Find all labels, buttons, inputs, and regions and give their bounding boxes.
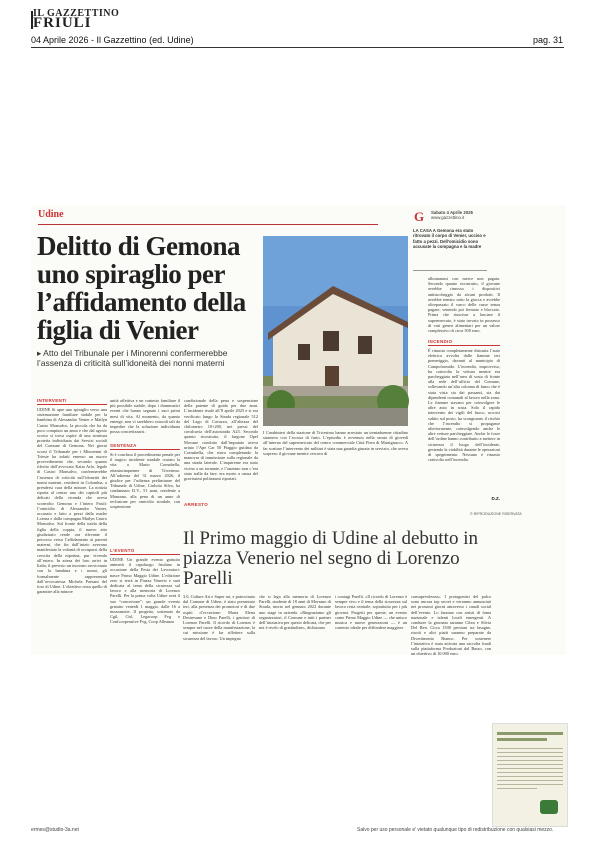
kicker-rule <box>428 345 500 346</box>
kicker-interventi: INTERVENTI <box>37 398 67 403</box>
thumb-title-line <box>497 732 563 735</box>
thumb-text-line <box>497 788 537 789</box>
column-1-text: UDINE Si apre uno spiraglio verso una sistemazione familiare stabile per la bambina di Alessandro Venier e Mailyn Castro Monsalvo, la piccola che ha da poco compiuto un anno e che dal agosto scorso si trova ospite di una struttura protetta individuata dai Servizi sociali del Comune di Gemona. Nei giorni scorsi il Tribunale per i Minorenni di Trieste ha infatti emesso un nuovo provvedimento che, secondo quanto riferito dall’avvocato Katia Arfo, legale di Castro Monsalvo, confermerebbe l’assenza di criticità sull’idoneità dei nonni materni, residenti in Colombia, a prendersi cura della minore. La notizia riporta al centro uno dei capitoli più delicati della vicenda che aveva sconvolto Gemona e l’intero Friuli: l’omicidio di Alessandro Venier, accusato e fatto a pezzi dalla madre Lorena e dalla compagna Mailyn Castro Monsalvo. Sul fronte della tutela della figlia della coppia, il nuovo atto giudiziario rende ora rilevante il percorso verso l’affidamento ai parenti materni, che fin dall’inizio avevano manifestato la volontà di occuparsi della crescita della nipotina, pur vivendo all’estero. In attesa dei loro arrivi in Italia, il previsto un incontro ravvicinato con la bambina e i nonni, gli formalmente rappresentati dall’avvocatessa Michela Paesani del foro di Udine. L’obiettivo resta quello di garantire alla minore <box>37 407 107 595</box>
masthead-logo-top: IL GAZZETTINO <box>33 8 120 19</box>
column-3-text: condizionale della pena e sospensione della patente di guida per due anni. L’incidente risale all’8 aprile 2025 e si era verificato lungo la Strada regionale 512 del Lago di Cavazzo, all’altezza del chilometro 18+200, nei pressi del cavalcavia dell’autostrada A23. Secondo quanto ricostruito, il furgone Opel Movano condotto dall’imputato aveva urtato l’Ape Car 50 Piaggio guidata da Cornabella, che stava completando la manovra di immissione sulla regionale da una strada laterale. L’inquirente era stato vicino a un tornante, e l’anziano non c’era stato tralla da fare: era morto a causa del gravissimi politraumi riportati. <box>184 398 258 482</box>
thumb-text-line <box>497 780 563 781</box>
interventi-block <box>37 398 107 642</box>
section-label: Udine <box>38 209 64 220</box>
column-5b-text: È rimasta completamente distrutta l’auto elettrica avvolta dalle fiamme ieri pomeriggio, davanti al municipio di Campoformido. L’incendio, improvviso, ha coinvolto la vettura mentre era parcheggiata nell’area di sosta di fronte alla sede dell’ufficio del Comune, sollevando un’alta colonna di fumo che è stata vista sia dai passanti, sia dai dipendenti comunali al lavoro nella zona. Le fiamme stavano per coinvolgere le altre auto in sosta. Solo il rapido intervento dei vigili del fuoco, accorsi subito sul posto, ha scongiurato il rischio che l’incendio si propagasse ulteriormente, coinvolgendo anche le altre vetture parcheggiate. Anche le forze dell’ordine hanno contribuito a mettere in sicurezza il luogo dell’incidente, gestendo la viabilità durante le operazioni di spegnimento. Nessuno è rimasto coinvolto nell’incendio. <box>428 348 500 463</box>
thumb-text-line <box>497 784 563 785</box>
headline: Delitto di Gemona uno spiraglio per l’affidamento della figlia di Venier <box>37 231 246 345</box>
masthead-site: www.gazzettino.it <box>431 215 465 220</box>
event-column-5-text: consapevolezza». I protagonisti del palco sono ancora top secret e verranno annunciati nei prossimi giorni attraverso i canali social dell’evento. Lo faranno con artisti di fama nazionale e talenti locali emergenti. A condurre la giornata saranno Cibra e Silvia Del Ben. Circa 1500 persioni tra lasagne, risotti e altri piatti saranno preparate da Divertimento Bianco. Per sostenere l’iniziativa è stata attivata una raccolta fondi sulla piattaforma Produzioni dal Basso, con un obiettivo di 10.000 euro. <box>411 594 491 657</box>
photo-caption: LA CASA A Gemona era stato ritrovato il corpo di Venier, ucciso e fatto a pezzi. Dell’omicidio sono accusate la compagna e la madre <box>413 228 486 249</box>
sidebox-rule <box>413 270 487 271</box>
thumb-text-line <box>497 752 563 753</box>
photo-caption-block <box>263 430 408 478</box>
gazzettino-g-logo: G <box>414 209 425 224</box>
column-5-text: allontanarsi con merce non pagata. Secondo quanto ricostruito, il giovane avrebbe rimosso i dispositivi antitaccheggio da alcuni prodotti. Il avrebbe tentato sotto la giacca e avrebbe oltrepassato il varco delle casse senza pagare, venendo poi fermato e bloccato. Prima che riuscisse a lasciare il supermercato, è stato trovato in possesso di vari generi alimentari per un valore complessivo di circa 300 euro. <box>428 276 500 334</box>
section-rule <box>38 224 378 225</box>
kicker-sentenza: SENTENZA <box>110 443 137 448</box>
thumbnail-green-badge-icon <box>540 800 558 814</box>
right-column <box>428 276 500 501</box>
byline: D.Z. <box>491 496 500 501</box>
kicker-arresto: ARRESTO <box>184 502 209 507</box>
article-photo-house <box>263 236 408 426</box>
event-column-3-text: che si lega alla memoria di Lorenzo Parelli, studente di 18 anni di Morsano di Strada, morto nel gennaio 2022 durante uno stage in azienda. «Ringraziamo gli organizzatori, il Comune e tutti i partner dell’iniziativa per questo delicata, che per noi è rivelo di gratitudine», dichiarano <box>259 594 331 631</box>
masthead-mini <box>431 210 473 220</box>
subhead <box>37 348 262 368</box>
column-4-text: I Carabinieri della stazione di Tricesimo hanno arrestato un trentaduenne cittadino straniero con l’accusa di furto. L’episodio è avvenuto nella serata di giovedì all’interno del supermercato del centro commerciale Città Fiera di Martignacco. A far scattare l’intervento dei militari è stata una guardia giurata in servizio, che aveva sorpreso il giovane mentre cercava di <box>263 430 408 456</box>
header-rule <box>31 47 564 48</box>
house-photo-illustration <box>263 236 408 426</box>
kicker-incendio: INCENDIO <box>428 339 453 344</box>
event-column-2-text: 3.0, Culture Art e Super art, e patrocinato dal Comune di Udine, è stato presentato ieri, alla presenza dei promotori e di due ospiti d’eccezione: Maria Elena Desiresano e Dino Parelli, i genitori di Lorenzo Parelli. Il ricordo di Lorenzo è sempre nel cuore della manifestazione, la cui missione è far riflettere sulla sicurezza del lavoro. Un impegno <box>183 594 255 641</box>
kicker-rule <box>110 554 180 555</box>
thumb-text-line <box>497 760 563 761</box>
column-2-text: unità affettiva e un contesto familiare il più possibile stabile, dopo i drammatici eventi che hanno segnato i suoi primi mesi di vita. Al momento, da quanto emerge, non vi sarebbero ostacoli tali da impedire che la soluzione individuata possa concretizzarsi. <box>110 398 180 435</box>
bullet-arrow-icon: ▸ <box>37 348 44 358</box>
column-3 <box>184 398 258 507</box>
column-2b-text: Si è concluso il procedimento penale per il tragico incidente stradale costato la vita a Mario Cornabella, ottantacinquenne di Tricesimo. All’udienza del 31 marzo 2026, il giudice per l’udienza preliminare del Tribunale di Udine, Carlotta Silva, ha condannato D.V., 51 anni, residente a Manzano, alla pena di un anno di reclusione per omicidio stradale, con sospensione <box>110 452 180 510</box>
masthead-date: Sabato 4 Aprile 2026 <box>431 210 473 215</box>
footer-email: ermes@studio-3a.net <box>31 827 79 833</box>
column-2 <box>110 398 180 645</box>
thumb-text-line <box>497 768 563 769</box>
event-column-4-text: i coniugi Parelli. «Il ricordo di Lorenzo è sempre vivo e il tema della sicurezza sul lavoro resta centrale, soprattutto per i più giovani. Progetti per queste, un evento come Primo Maggio Udine — che unisce musica e nuove generazioni — è un contesto ideale per diffondere maggiore <box>335 594 407 631</box>
kicker-evento: L’EVENTO <box>110 548 135 553</box>
thumb-text-line <box>497 756 563 757</box>
footer-notice: Salvo per uso personale e' vietato qualunque tipo di redistribuzione con qualsiasi mezzo. <box>357 827 554 833</box>
thumb-text-line <box>497 776 563 777</box>
masthead-logo-bottom: FRIULI <box>33 15 92 31</box>
edition-date: 04 Aprile 2026 - Il Gazzettino (ed. Udine) <box>31 35 194 45</box>
kicker-rule <box>37 404 107 405</box>
event-column-1-text: UDINE Un grande evento gratuito animerà il capoluogo friulano in occasione della Festa dei Lavoratori: nasce Primo Maggio Udine. L’edizione zero si terrà in Piazza Venerio e sarà dedicata al tema della sicurezza sul lavoro e alla memoria di Lorenzo Parelli. Per la prima volta Udine avrà il suo “concertone”: un grande evento gratuito venerdì 1 maggio, dalle 16 a mezzanotte. Il progetto, sostenuto da Cgil, Cisl, Legacoop Fvg e Confcooperative Fvg, Coop Alleanza <box>110 557 180 625</box>
page-number: pag. 31 <box>532 35 563 45</box>
thumb-text-line <box>497 772 563 773</box>
event-headline: Il Primo maggio di Udine al debutto in piazza Venerio nel segno di Lorenzo Parelli <box>183 528 478 589</box>
kicker-rule <box>110 449 180 450</box>
copyright-credit: © RIPRODUZIONE RISERVATA <box>470 512 522 516</box>
subhead-text: Atto del Tribunale per i Minorenni confermerebbe l’assenza di criticità sull’idoneità dei nonni materni <box>37 348 228 368</box>
thumb-text-line <box>497 764 563 765</box>
thumb-title-line <box>497 738 547 741</box>
thumb-text-line <box>497 748 563 749</box>
